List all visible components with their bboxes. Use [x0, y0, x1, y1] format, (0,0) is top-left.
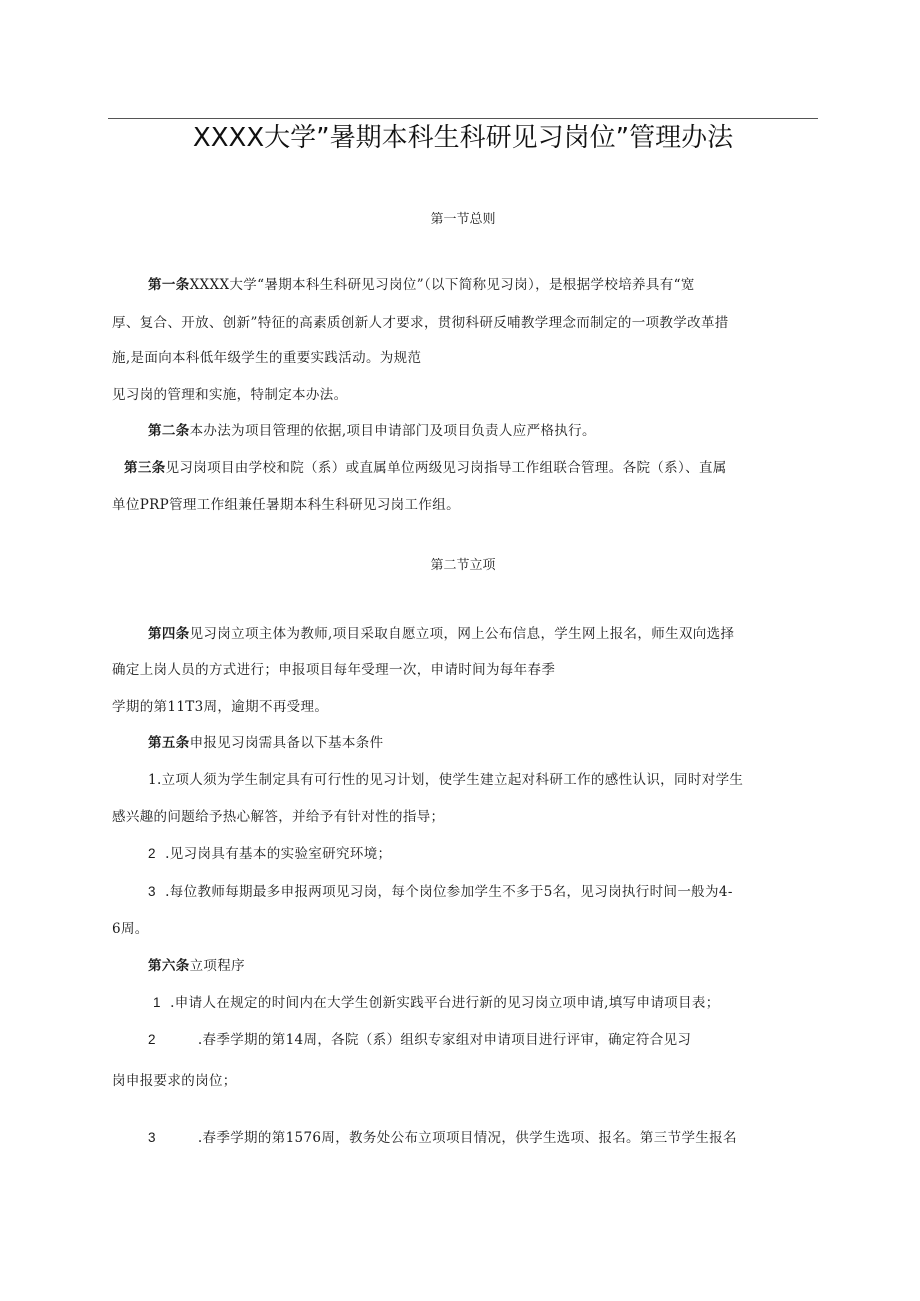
article-3-line-1	[124, 458, 727, 478]
article-6-item-2-number: 2	[148, 1032, 156, 1047]
article-1-line-2: 厚、复合、开放、创新”特征的高素质创新人才要求，贯彻科研反哺教学理念而制定的一项教学改革措	[112, 315, 729, 331]
article-4-line-1	[148, 624, 734, 644]
article-6-item-1-number: 1	[153, 995, 161, 1010]
article-6-item-3	[148, 1128, 737, 1148]
article-5-item-3-line-2: 6周。	[112, 921, 149, 937]
article-6-item-3-number: 3	[148, 1130, 156, 1145]
article-5-label: 第五条	[148, 735, 190, 751]
article-3-label: 第三条	[124, 460, 166, 476]
article-6-label: 第六条	[148, 958, 190, 974]
article-6-item-2-text: .春季学期的第14周，各院（系）组织专家组对申请项目进行评审，确定符合见习	[197, 1032, 692, 1048]
article-6-item-2-line-2: 岗申报要求的岗位；	[112, 1073, 237, 1089]
article-1-text-1: XXXX大学“暑期本科生科研见习岗位”（以下简称见习岗），是根据学校培养具有“宽	[189, 277, 695, 293]
article-4-text-1: 见习岗立项主体为教师,项目采取自愿立项，网上公布信息，学生网上报名，师生双向选择	[189, 626, 735, 642]
article-4-line-2: 确定上岗人员的方式进行；申报项目每年受理一次，申请时间为每年春季	[112, 662, 556, 678]
article-6-item-3-text: .春季学期的第1576周，教务处公布立项项目情况，供学生选项、报名。第三节学生报名	[197, 1130, 737, 1146]
article-2-text-1: 本办法为项目管理的依据,项目申请部门及项目负责人应严格执行。	[189, 423, 596, 439]
article-5-item-1-line-1: 1.立项人须为学生制定具有可行性的见习计划，使学生建立起对科研工作的感性认识，同时对学生	[148, 772, 744, 788]
article-5-item-3-line-1	[148, 882, 733, 902]
article-3-text-1: 见习岗项目由学校和院（系）或直属单位两级见习岗指导工作组联合管理。各院（系）、直属	[165, 460, 727, 476]
article-2-label: 第二条	[148, 423, 190, 439]
article-6-item-1	[153, 993, 720, 1013]
section-2-heading: 第二节立项	[430, 558, 496, 573]
article-1-label: 第一条	[148, 277, 190, 293]
article-5-item-1-line-2: 感兴趣的问题给予热心解答，并给予有针对性的指导；	[112, 809, 445, 825]
article-1-line-4: 见习岗的管理和实施，特制定本办法。	[112, 387, 348, 403]
article-6-item-2-line-1	[148, 1030, 691, 1050]
article-5-item-3-number: 3	[148, 884, 156, 899]
article-1-line-1	[148, 275, 695, 295]
article-6-item-1-text: .申请人在规定的时间内在大学生创新实践平台进行新的见习岗立项申请,填写申请项目表；	[170, 995, 720, 1011]
article-4-line-3: 学期的第11T3周，逾期不再受理。	[112, 699, 329, 715]
article-5-item-3-text: .每位教师每期最多申报两项见习岗，每个岗位参加学生不多于5名，见习岗执行时间一般为4-	[165, 884, 733, 900]
article-6-intro: 立项程序	[189, 958, 245, 974]
article-5-line-1	[148, 733, 383, 753]
article-1-line-3: 施,是面向本科低年级学生的重要实践活动。为规范	[112, 350, 422, 366]
article-5-item-2	[148, 844, 391, 864]
article-5-item-2-text: .见习岗具有基本的实验室研究环境；	[165, 846, 392, 862]
article-5-item-2-number: 2	[148, 846, 156, 861]
section-1-heading: 第一节总则	[430, 212, 496, 227]
document-title: XXXX大学”暑期本科生科研见习岗位”管理办法	[192, 123, 734, 153]
article-5-intro: 申报见习岗需具备以下基本条件	[189, 735, 384, 751]
article-4-label: 第四条	[148, 626, 190, 642]
article-6-line-1	[148, 956, 245, 976]
article-2-line-1	[148, 421, 596, 441]
article-3-line-2: 单位PRP管理工作组兼任暑期本科生科研见习岗工作组。	[112, 497, 460, 513]
